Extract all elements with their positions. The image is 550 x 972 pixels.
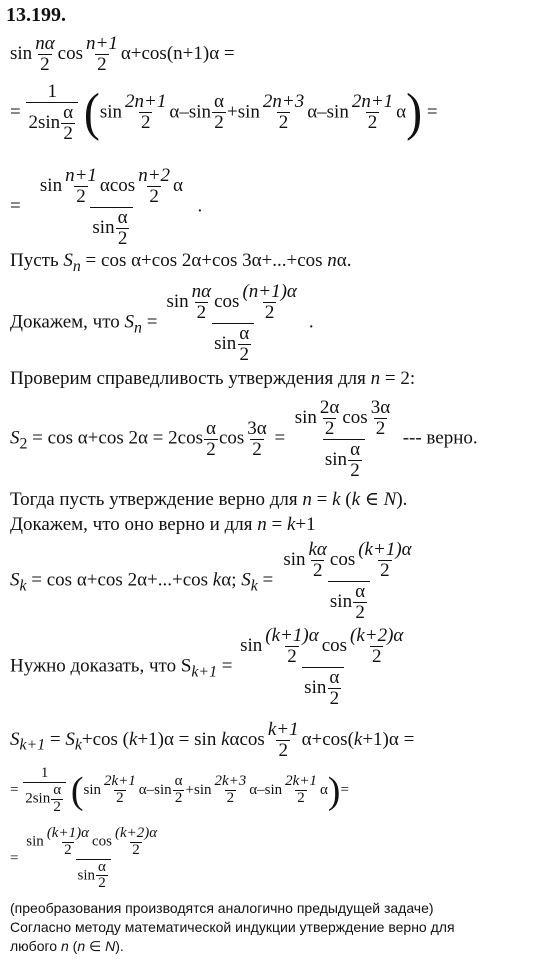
text-let-sn: Пусть $S_n = \cos \alpha+\cos$ 2α+cos 3α+...+cos nα. bbox=[10, 250, 352, 275]
equation-1: sin $\frac{n\alpha}{2}$ cos $\frac{n+1}{2}$ α+cos(n+1)α = bbox=[10, 33, 235, 75]
text-assume: Тогда пусть утверждение верно для n = k (k ∈ N). bbox=[10, 489, 408, 510]
equation-expand: = 1 2sin $\frac{\alpha}{2}$ (sin $\frac{2k+1}{2}$ α–sin $\frac{\alpha}{2}$ +sin $\frac{2k+3}{2}$ α–sin $\frac{2k+1}{2}$ α)= bbox=[10, 765, 349, 815]
equation-sk: $S_k = \cos \alpha+\cos$ 2α+...+cos kα; $S_k$ = sin $\frac{k\alpha}{2}$ cos $\frac{(k+1)\alpha}{2}$ sin $\frac{\alpha}{2}$ bbox=[10, 539, 412, 623]
text-prove-sn: Докажем, что $S_n$ = sin $\frac{n\alpha}{2}$ cos $\frac{(n+1)\alpha}{2}$ sin $\frac{\alpha}{2}$ . bbox=[10, 281, 314, 365]
conclusion-line-1: Согласно методу математической индукции утверждение верно для bbox=[10, 919, 455, 935]
equation-s2: $S_2 = \cos \alpha+\cos$ 2α = 2cos $\frac{\alpha}{2}$ cos $\frac{3\alpha}{2}$ = sin $\frac{2\alpha}{2}$ cos $\frac{3\alpha}{2}$ sin $\frac{\alpha}{2}$ --- верно. bbox=[10, 397, 478, 481]
equation-2: = 1 2sin $\frac{\alpha}{2}$ (sin $\frac{2n+1}{2}$ α–sin $\frac{\alpha}{2}$ +sin $\frac{2n+3}{2}$ α–sin $\frac{2n+1}{2}$ α) = bbox=[10, 81, 438, 144]
equation-3: = sin $\frac{n+1}{2}$ αcos $\frac{n+2}{2}$ α sin $\frac{\alpha}{2}$ . bbox=[10, 165, 203, 249]
equation-result: = sin $\frac{(k+1)\alpha}{2}$ cos $\frac{(k+2)\alpha}{2}$ sin $\frac{\alpha}{2}$ bbox=[10, 825, 158, 892]
text-check: Проверим справедливость утверждения для n = 2: bbox=[10, 368, 416, 389]
text-prove-k1: Докажем, что оно верно и для n = k+1 bbox=[10, 514, 316, 535]
note-transform: (преобразования производятся аналогично предыдущей задаче) bbox=[10, 900, 434, 916]
conclusion-line-2: любого n (n ∈ N). bbox=[10, 938, 124, 954]
text-need-prove: Нужно доказать, что $S_{k+1}$ = sin $\frac{(k+1)\alpha}{2}$ cos $\frac{(k+2)\alpha}{2}$ sin $\frac{\alpha}{2}$ bbox=[10, 625, 404, 709]
problem-number: 13.199. bbox=[6, 4, 66, 26]
equation-sk1: $S_{k+1} = S_k+\cos$ (k+1)α = sin kαcos $\frac{k+1}{2}$ α+cos(k+1)α = bbox=[10, 719, 415, 761]
